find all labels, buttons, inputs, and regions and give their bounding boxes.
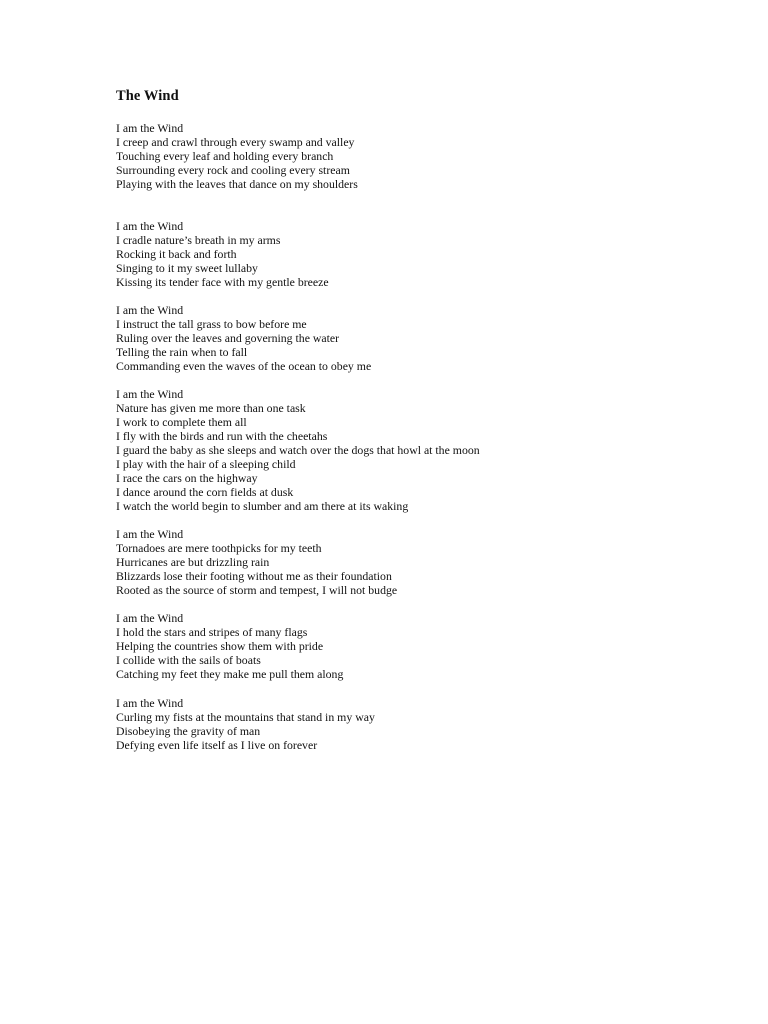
poem-line: I guard the baby as she sleeps and watch over the dogs that howl at the moon: [116, 443, 480, 457]
poem-line: Singing to it my sweet lullaby: [116, 261, 258, 275]
stanza: [116, 219, 329, 289]
poem-line: Catching my feet they make me pull them along: [116, 667, 344, 681]
poem-line: Touching every leaf and holding every branch: [116, 149, 334, 163]
poem-line: Defying even life itself as I live on forever: [116, 738, 318, 752]
poem-line: I watch the world begin to slumber and am there at its waking: [116, 499, 409, 513]
poem-line: Nature has given me more than one task: [116, 401, 306, 415]
poem-line: Surrounding every rock and cooling every stream: [116, 163, 350, 177]
poem-line: I creep and crawl through every swamp and valley: [116, 135, 355, 149]
stanza: [116, 611, 343, 681]
poem-line: Curling my fists at the mountains that stand in my way: [116, 710, 375, 724]
poem-line: I race the cars on the highway: [116, 471, 258, 485]
poem-title: The Wind: [116, 88, 179, 104]
poem-line: Blizzards lose their footing without me as their foundation: [116, 569, 392, 583]
stanza: [116, 696, 375, 752]
poem-line: I collide with the sails of boats: [116, 653, 261, 667]
poem-line: I am the Wind: [116, 611, 184, 625]
poem-line: I dance around the corn fields at dusk: [116, 485, 294, 499]
poem-line: I instruct the tall grass to bow before me: [116, 317, 307, 331]
poem-line: I am the Wind: [116, 387, 184, 401]
poem-line: I cradle nature’s breath in my arms: [116, 233, 281, 247]
poem-line: I am the Wind: [116, 527, 184, 541]
poem-line: Rooted as the source of storm and tempest, I will not budge: [116, 583, 398, 597]
stanza: [116, 303, 371, 373]
poem-line: I fly with the birds and run with the cheetahs: [116, 429, 328, 443]
poem-line: I am the Wind: [116, 121, 184, 135]
poem-line: I hold the stars and stripes of many flags: [116, 625, 308, 639]
poem-line: Disobeying the gravity of man: [116, 724, 261, 738]
poem-line: I am the Wind: [116, 696, 184, 710]
poem-line: Playing with the leaves that dance on my shoulders: [116, 177, 358, 191]
poem-line: I play with the hair of a sleeping child: [116, 457, 296, 471]
poem-line: Ruling over the leaves and governing the water: [116, 331, 340, 345]
poem-line: I work to complete them all: [116, 415, 247, 429]
poem-line: Commanding even the waves of the ocean to obey me: [116, 359, 372, 373]
poem-line: Helping the countries show them with pride: [116, 639, 324, 653]
stanza: [116, 527, 397, 597]
stanza: [116, 387, 480, 513]
poem-line: Tornadoes are mere toothpicks for my teeth: [116, 541, 322, 555]
poem-line: Kissing its tender face with my gentle breeze: [116, 275, 329, 289]
poem-line: Hurricanes are but drizzling rain: [116, 555, 270, 569]
poem-line: Telling the rain when to fall: [116, 345, 248, 359]
poem-line: Rocking it back and forth: [116, 247, 237, 261]
stanza: [116, 121, 358, 191]
poem-line: I am the Wind: [116, 219, 184, 233]
poem-line: I am the Wind: [116, 303, 184, 317]
